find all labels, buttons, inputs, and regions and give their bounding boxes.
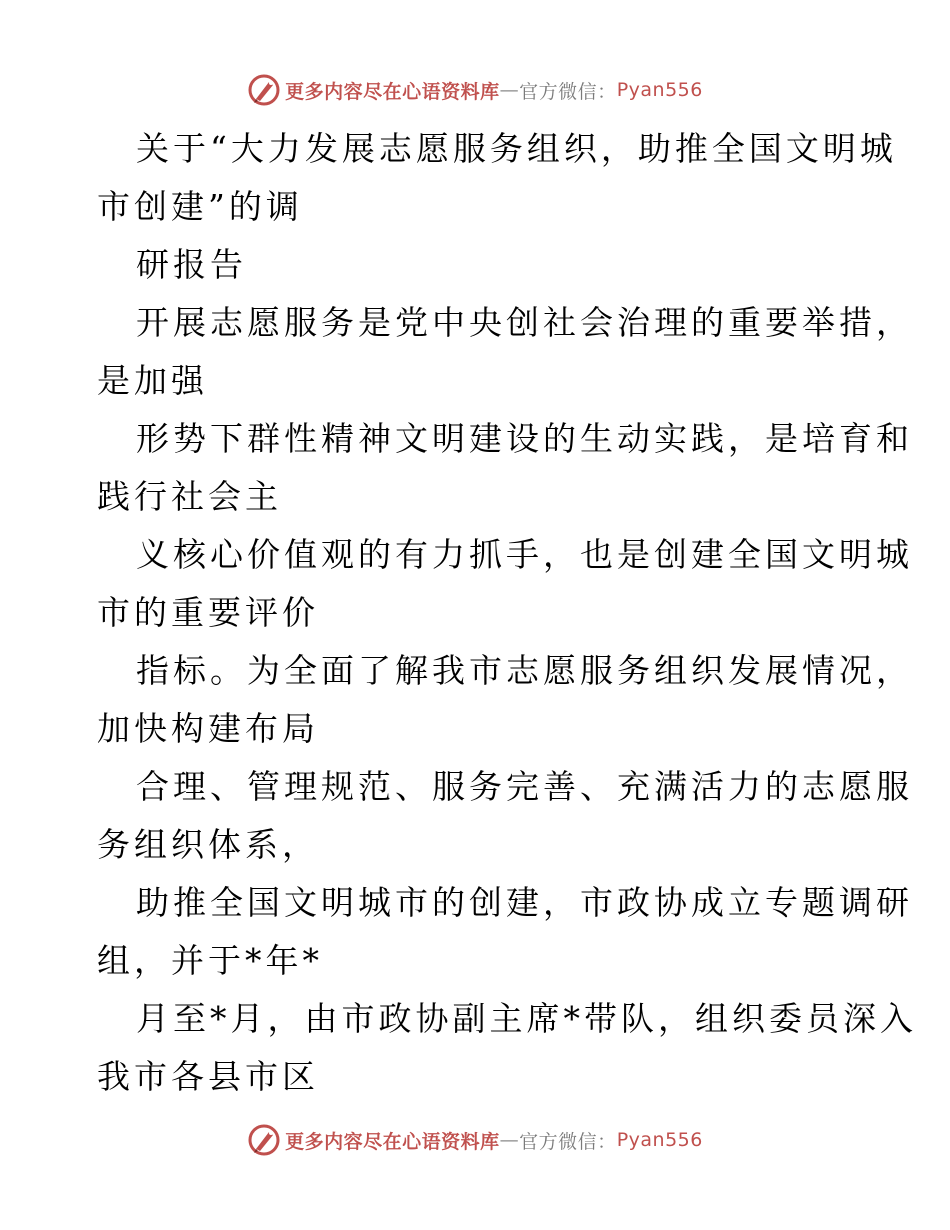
text-line-11: 加快构建布局 <box>97 709 319 748</box>
text-line-13: 务组织体系， <box>97 825 319 864</box>
text-line-7: 践行社会主 <box>97 477 282 516</box>
watermark-label: 官方微信： <box>519 80 617 103</box>
header-watermark <box>0 70 950 110</box>
watermark-label: 官方微信： <box>519 1130 617 1153</box>
watermark-separator: — <box>499 79 520 101</box>
footer-watermark <box>0 1120 950 1160</box>
watermark-main-text: 更多内容尽在心语资料库 <box>285 1130 500 1153</box>
watermark-main-text: 更多内容尽在心语资料库 <box>285 80 500 103</box>
text-line-5: 是加强 <box>97 361 208 400</box>
text-line-3: 研报告 <box>136 245 247 284</box>
text-line-15: 组，并于*年* <box>97 941 323 980</box>
text-line-1: 关于“大力发展志愿服务组织，助推全国文明城 <box>136 129 897 168</box>
text-line-14: 助推全国文明城市的创建，市政协成立专题调研 <box>136 883 913 922</box>
text-line-12: 合理、管理规范、服务完善、充满活力的志愿服 <box>136 767 913 806</box>
pen-logo-icon <box>247 73 281 107</box>
text-line-6: 形势下群性精神文明建设的生动实践，是培育和 <box>136 419 913 458</box>
watermark-wechat-id: Pyan556 <box>616 1129 703 1151</box>
document-body <box>97 120 917 1106</box>
pen-logo-icon <box>247 1123 281 1157</box>
text-line-2: 市创建”的调 <box>97 187 303 226</box>
watermark-separator: — <box>499 1129 520 1151</box>
text-line-10: 指标。为全面了解我市志愿服务组织发展情况， <box>136 651 913 690</box>
text-line-16: 月至*月，由市政协副主席*带队，组织委员深入 <box>136 999 917 1038</box>
text-line-17: 我市各县市区 <box>97 1057 319 1096</box>
text-line-8: 义核心价值观的有力抓手，也是创建全国文明城 <box>136 535 913 574</box>
watermark-wechat-id: Pyan556 <box>616 79 703 101</box>
text-line-9: 市的重要评价 <box>97 593 319 632</box>
text-line-4: 开展志愿服务是党中央创社会治理的重要举措， <box>136 303 913 342</box>
